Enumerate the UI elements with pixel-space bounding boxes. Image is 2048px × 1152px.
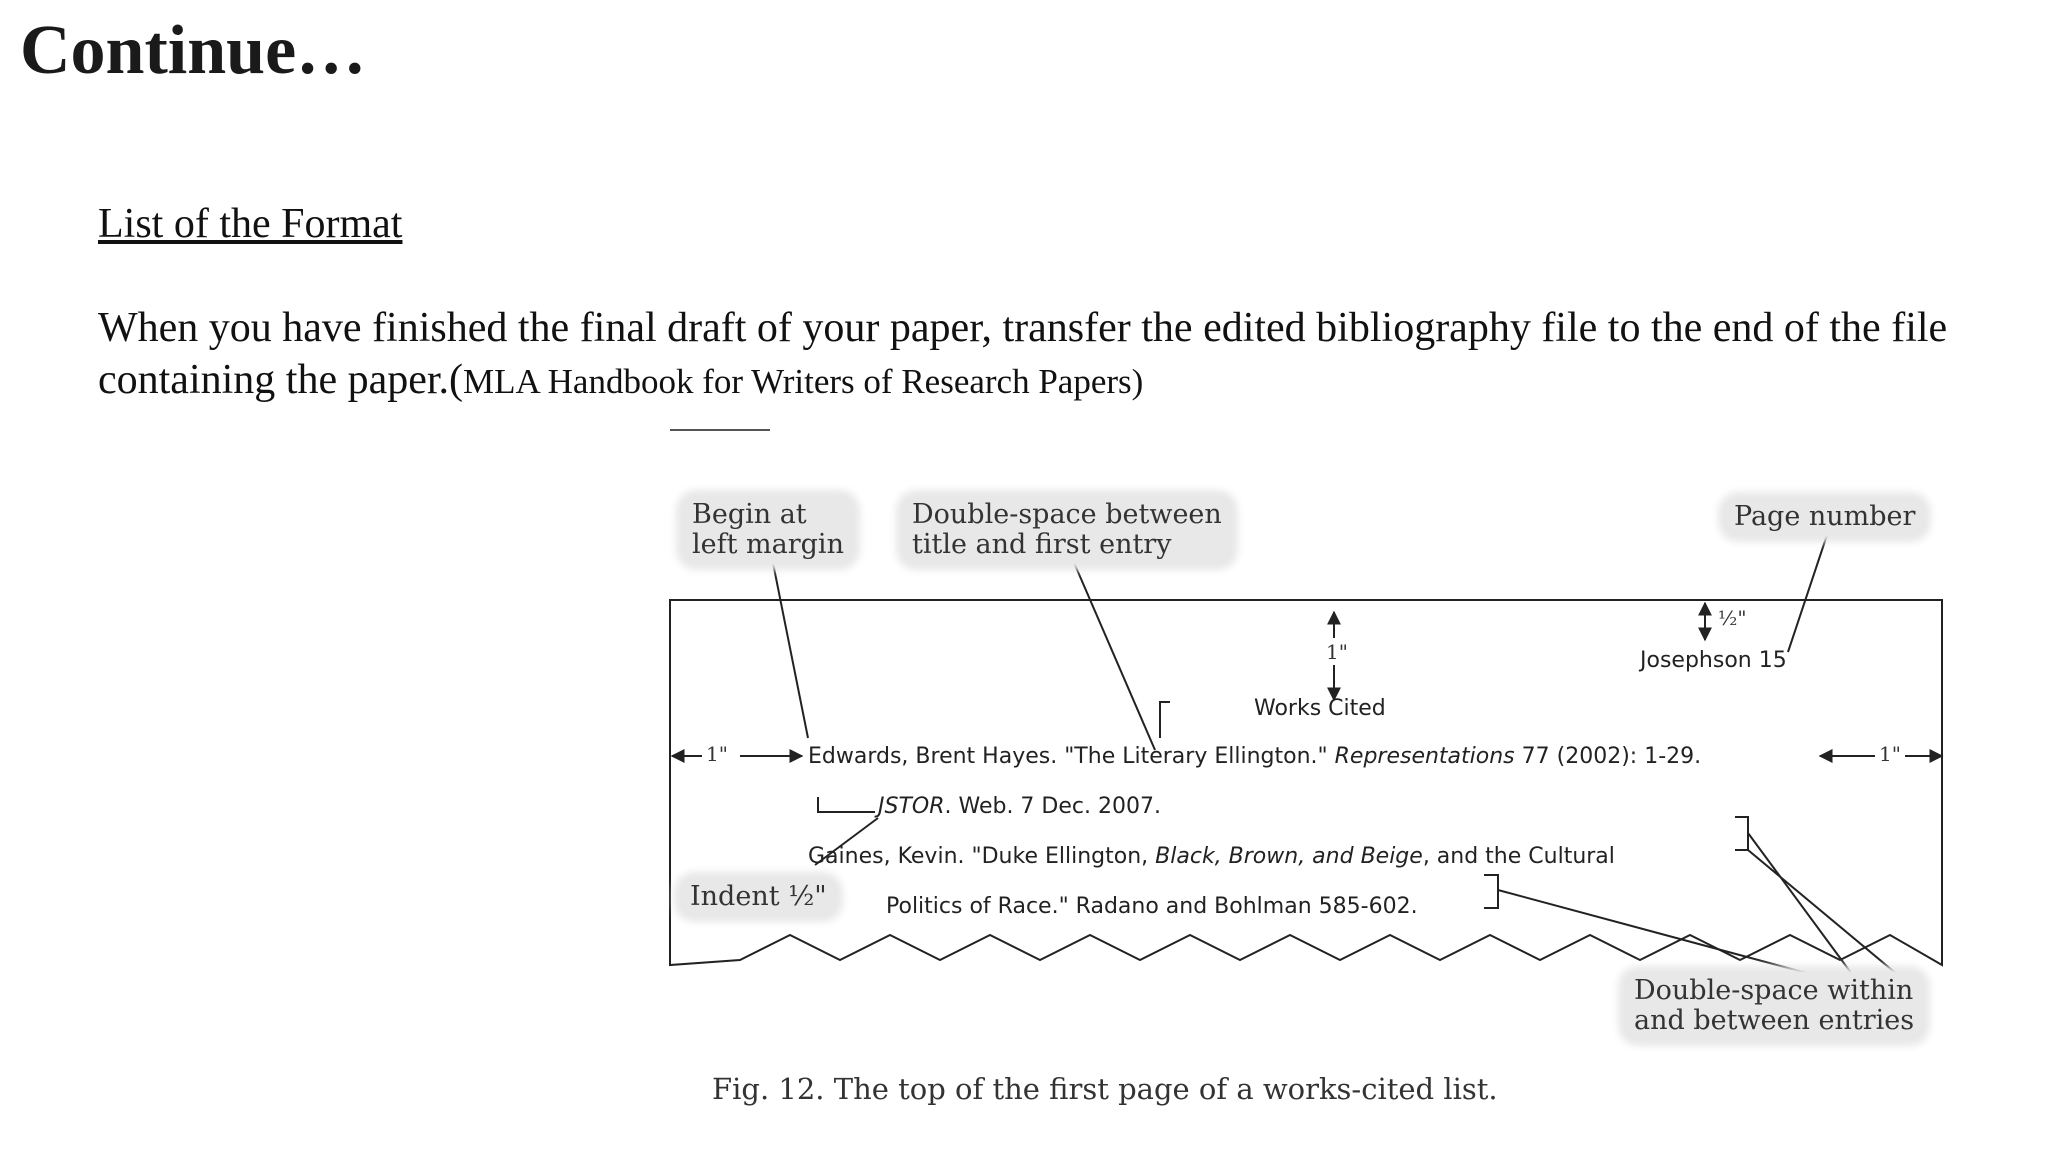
works-cited-heading: Works Cited xyxy=(1254,696,1386,721)
right-margin-label: 1" xyxy=(1879,742,1901,766)
entry-1-line-2: JSTOR. Web. 7 Dec. 2007. xyxy=(878,794,1161,819)
callout-indent: Indent ½" xyxy=(680,878,837,916)
left-margin-label: 1" xyxy=(706,742,728,766)
figure-caption: Fig. 12. The top of the first page of a works-cited list. xyxy=(712,1072,1498,1106)
works-cited-figure xyxy=(640,420,1980,1140)
callout-begin-margin: Begin at left margin xyxy=(682,496,854,564)
top-margin-label: 1" xyxy=(1326,640,1348,664)
body-paragraph xyxy=(98,302,2028,408)
section-subtitle: List of the Format xyxy=(98,201,403,247)
slide-title: Continue… xyxy=(20,12,367,89)
citation-text: MLA Handbook for Writers of Research Papers) xyxy=(463,362,1144,401)
callout-page-number: Page number xyxy=(1724,498,1925,536)
callout-double-space-entries: Double-space within and between entries xyxy=(1624,972,1924,1040)
running-head: Josephson 15 xyxy=(1640,648,1787,673)
entry-1-line-1: Edwards, Brent Hayes. "The Literary Ellington." Representations 77 (2002): 1-29. xyxy=(808,744,1702,769)
callout-double-space-title: Double-space between title and first entry xyxy=(902,496,1232,564)
half-inch-label: ½" xyxy=(1718,606,1747,630)
entry-2-line-2: Politics of Race." Radano and Bohlman 585-602. xyxy=(886,894,1418,919)
paragraph-text: When you have finished the final draft of your paper, transfer the edited bibliography file to the end of the file containing the paper.( xyxy=(98,305,1948,403)
entry-2-line-1: Gaines, Kevin. "Duke Ellington, Black, Brown, and Beige, and the Cultural xyxy=(808,844,1615,869)
